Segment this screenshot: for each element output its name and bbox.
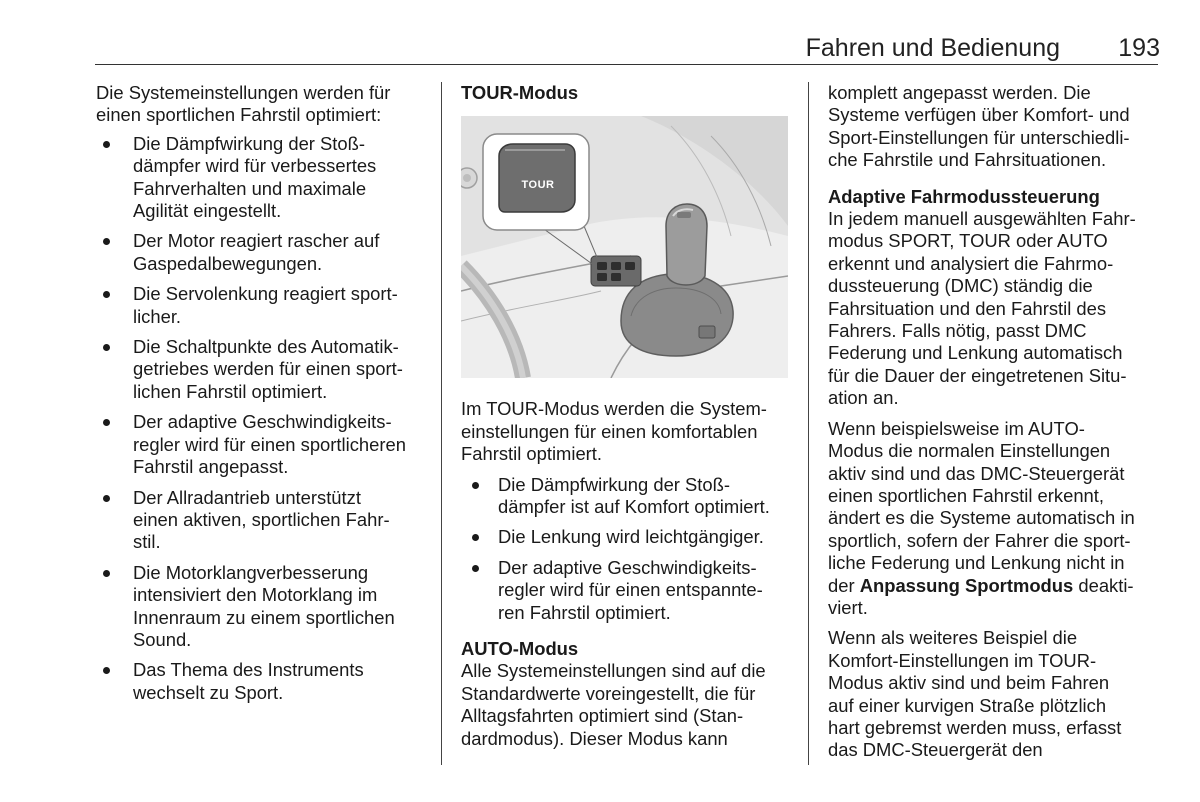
text-line: dämpfer wird für verbessertes xyxy=(133,155,377,177)
tour-button-figure xyxy=(461,116,788,378)
text-fragment: deakti- xyxy=(1073,574,1134,596)
text-line: Innenraum zu einem sportlichen xyxy=(133,606,395,628)
text-line: che Fahrstile und Fahrsituationen. xyxy=(828,149,1107,171)
tour-button-label: TOUR xyxy=(521,179,555,192)
example2-paragraph xyxy=(828,627,1168,761)
list-item xyxy=(96,487,431,554)
text-line: ation an. xyxy=(828,387,899,409)
text-line: Die Servolenkung reagiert sport- xyxy=(133,283,398,305)
list-item xyxy=(461,557,796,624)
example1-paragraph xyxy=(828,418,1168,620)
text-line: Modus aktiv sind und beim Fahren xyxy=(828,672,1110,694)
column-divider-1 xyxy=(441,82,442,765)
text-line: das DMC-Steuergerät den xyxy=(828,739,1043,761)
text-line xyxy=(828,575,1168,597)
text-line: Fahrstil angepasst. xyxy=(133,456,289,478)
text-line: Fahrers. Falls nötig, passt DMC xyxy=(828,320,1087,342)
text-line: erkennt und analysiert die Fahrmo- xyxy=(828,252,1114,274)
text-line: viert. xyxy=(828,596,868,618)
text-line: Alle Systemeinstellungen sind auf die xyxy=(461,660,766,682)
text-line: Fahrsituation und den Fahrstil des xyxy=(828,297,1107,319)
list-item xyxy=(96,659,431,704)
text-line: dämpfer ist auf Komfort optimiert. xyxy=(498,496,770,518)
text-line: lichen Fahrstil optimiert. xyxy=(133,380,328,402)
list-item xyxy=(96,336,431,403)
text-line: Wenn beispielsweise im AUTO- xyxy=(828,417,1085,439)
console-illustration xyxy=(461,116,788,378)
sport-settings-list xyxy=(96,133,431,704)
text-line: Die Systemeinstellungen werden für xyxy=(96,82,391,103)
text-line: liche Federung und Lenkung nicht in xyxy=(828,552,1125,574)
text-line: Federung und Lenkung automatisch xyxy=(828,342,1123,364)
tour-intro-paragraph xyxy=(461,398,796,465)
list-item xyxy=(96,230,431,275)
text-line: wechselt zu Sport. xyxy=(133,681,284,703)
header-divider xyxy=(95,64,1158,65)
column-middle xyxy=(461,82,796,750)
list-item xyxy=(461,526,796,548)
text-line: regler wird für einen entspannte- xyxy=(498,579,763,601)
text-line: licher. xyxy=(133,305,182,327)
column-left xyxy=(96,82,431,712)
adaptive-paragraph xyxy=(828,208,1168,410)
tour-settings-list xyxy=(461,474,796,624)
text-line: Der adaptive Geschwindigkeits- xyxy=(133,411,392,433)
section-title: Fahren und Bedienung xyxy=(805,34,1060,62)
auto-mode-heading: AUTO-Modus xyxy=(461,638,579,660)
page-number: 193 xyxy=(1118,34,1160,62)
text-line: Der adaptive Geschwindigkeits- xyxy=(498,556,757,578)
text-line: Standardwerte voreingestellt, die für xyxy=(461,682,756,704)
text-line: modus SPORT, TOUR oder AUTO xyxy=(828,230,1108,252)
text-line: dussteuerung (DMC) ständig die xyxy=(828,275,1093,297)
text-line: Die Lenkung wird leichtgängiger. xyxy=(498,526,764,548)
text-line: Der Allradantrieb unterstützt xyxy=(133,486,361,508)
text-line: aktiv sind und das DMC-Steuergerät xyxy=(828,462,1125,484)
text-line: komplett angepasst werden. Die xyxy=(828,82,1091,103)
text-line: Agilität eingestellt. xyxy=(133,200,282,222)
auto-mode-paragraph xyxy=(461,660,796,750)
text-line: stil. xyxy=(133,531,161,553)
text-line: Die Schaltpunkte des Automatik- xyxy=(133,336,399,358)
text-line: Wenn als weiteres Beispiel die xyxy=(828,627,1078,649)
intro-paragraph xyxy=(96,82,431,127)
text-line: Die Motorklangverbesserung xyxy=(133,561,369,583)
continuation-paragraph xyxy=(828,82,1168,172)
text-line: einen aktiven, sportlichen Fahr- xyxy=(133,508,390,530)
list-item xyxy=(96,562,431,652)
text-line: Fahrstil optimiert. xyxy=(461,443,603,465)
tour-mode-heading: TOUR-Modus xyxy=(461,82,579,103)
text-line: Sound. xyxy=(133,628,192,650)
column-right xyxy=(828,82,1168,762)
text-line: für die Dauer der eingetretenen Situ- xyxy=(828,364,1127,386)
text-line: In jedem manuell ausgewählten Fahr- xyxy=(828,208,1136,230)
text-line: Sport-Einstellungen für unterschiedli- xyxy=(828,126,1130,148)
list-item xyxy=(96,283,431,328)
column-divider-2 xyxy=(808,82,809,765)
text-line: ändert es die Systeme automatisch in xyxy=(828,507,1135,529)
text-line: Systeme verfügen über Komfort- und xyxy=(828,104,1130,126)
text-line: Im TOUR-Modus werden die System- xyxy=(461,398,767,420)
text-fragment: der xyxy=(828,574,860,596)
text-line: Modus die normalen Einstellungen xyxy=(828,440,1111,462)
text-line: Alltagsfahrten optimiert sind (Stan- xyxy=(461,705,744,727)
text-line: auf einer kurvigen Straße plötzlich xyxy=(828,694,1107,716)
list-item xyxy=(461,474,796,519)
text-line: dardmodus). Dieser Modus kann xyxy=(461,727,728,749)
text-line: Die Dämpfwirkung der Stoß- xyxy=(133,132,366,154)
text-line: Komfort-Einstellungen im TOUR- xyxy=(828,649,1097,671)
text-line: intensiviert den Motorklang im xyxy=(133,584,378,606)
text-line: getriebes werden für einen sport- xyxy=(133,358,403,380)
text-line: Gaspedalbewegungen. xyxy=(133,252,323,274)
text-line: ren Fahrstil optimiert. xyxy=(498,601,671,623)
list-item xyxy=(96,411,431,478)
list-item xyxy=(96,133,431,223)
text-line: Fahrverhalten und maximale xyxy=(133,177,367,199)
text-line: Das Thema des Instruments xyxy=(133,659,364,681)
sport-mode-setting-name: Anpassung Sportmodus xyxy=(859,574,1074,596)
text-line: sportlich, sofern der Fahrer die sport- xyxy=(828,529,1131,551)
text-line: einstellungen für einen komfortablen xyxy=(461,420,758,442)
text-line: hart gebremst werden muss, erfasst xyxy=(828,716,1122,738)
adaptive-heading: Adaptive Fahrmodussteuerung xyxy=(828,185,1100,207)
text-line: regler wird für einen sportlicheren xyxy=(133,433,406,455)
text-line: Der Motor reagiert rascher auf xyxy=(133,230,380,252)
text-line: Die Dämpfwirkung der Stoß- xyxy=(498,473,731,495)
text-line: einen sportlichen Fahrstil optimiert: xyxy=(96,104,382,126)
text-line: einen sportlichen Fahrstil erkennt, xyxy=(828,484,1105,506)
